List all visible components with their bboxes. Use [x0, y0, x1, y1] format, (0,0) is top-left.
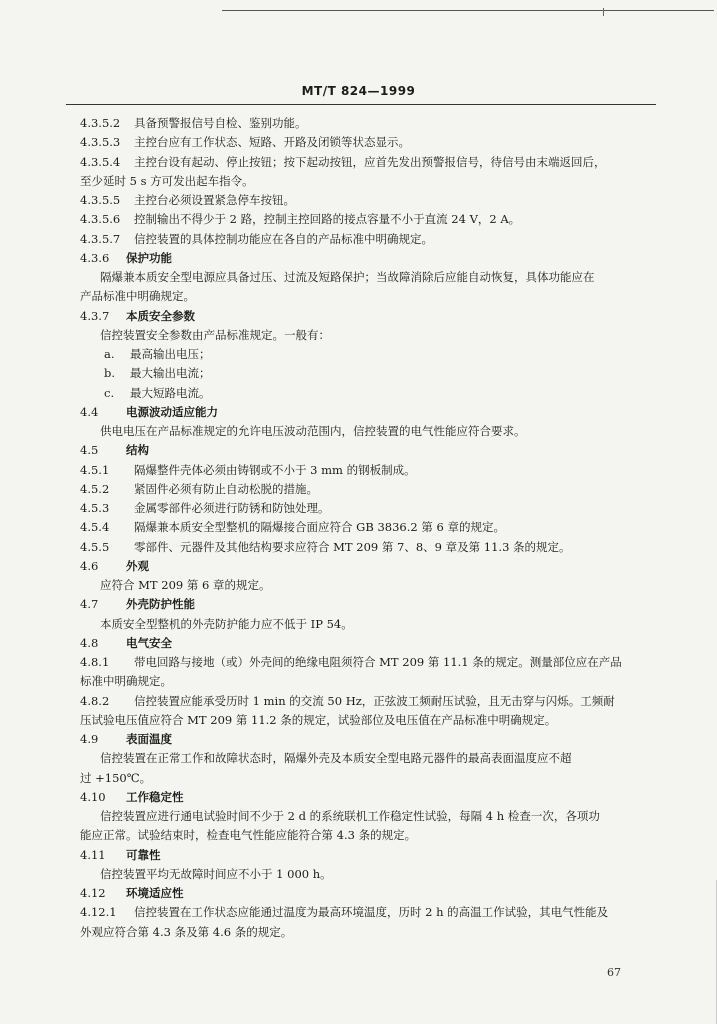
- section-title: 环境适应性: [126, 886, 184, 900]
- text-line: [80, 788, 652, 807]
- page-number: 67: [607, 966, 621, 979]
- line-text: 本质安全型整机的外壳防护能力应不低于 IP 54。: [100, 616, 353, 631]
- section-title: 结构: [126, 443, 149, 458]
- text-line: [80, 345, 652, 364]
- clause-number: 4.10: [80, 789, 106, 804]
- line-text: 主控台应有工作状态、短路、开路及闭锁等状态显示。: [134, 135, 410, 150]
- text-line: [80, 403, 652, 422]
- document-body: [80, 114, 652, 942]
- line-text: 标准中明确规定。: [80, 674, 172, 689]
- list-label: c.: [104, 385, 115, 400]
- clause-number: 4.3.6: [80, 250, 110, 265]
- line-text: 产品标准中明确规定。: [80, 289, 195, 304]
- list-label: a.: [104, 347, 115, 361]
- text-line: [80, 326, 652, 345]
- line-text: 过 +150℃。: [80, 770, 152, 785]
- text-line: [80, 153, 652, 172]
- text-line: [80, 422, 652, 441]
- text-line: [80, 287, 652, 306]
- clause-number: 4.12: [80, 886, 106, 900]
- text-line: [80, 133, 652, 152]
- section-title: 外观: [126, 558, 149, 573]
- clause-number: 4.12.1: [80, 905, 117, 920]
- scan-fold-mark: [603, 8, 604, 16]
- text-line: [80, 268, 652, 287]
- line-text: 最大输出电流；: [130, 366, 211, 381]
- line-text: 带电回路与接地（或）外壳间的绝缘电阻须符合 MT 209 第 11.1 条的规定。测量部位应在产品: [134, 655, 622, 669]
- line-text: 控制输出不得少于 2 路，控制主控回路的接点容量不小于直流 24 V，2 A。: [134, 212, 521, 227]
- text-line: [80, 595, 652, 614]
- line-text: 隔爆兼本质安全型电源应具备过压、过流及短路保护；当故障消除后应能自动恢复，具体功能应在: [100, 270, 595, 284]
- line-text: 信控装置应进行通电试验时间不少于 2 d 的系统联机工作稳定性试验，每隔 4 h 检查一次，各项功: [100, 809, 600, 823]
- text-line: [80, 672, 652, 691]
- clause-number: 4.7: [80, 597, 99, 612]
- text-line: [80, 923, 652, 942]
- line-text: 信控装置在工作状态应能通过温度为最高环境温度，历时 2 h 的高温工作试验，其电气性能及: [134, 905, 609, 920]
- text-line: [80, 441, 652, 460]
- text-line: [80, 865, 652, 884]
- clause-number: 4.8.2: [80, 693, 110, 708]
- text-line: [80, 903, 652, 922]
- text-line: [80, 210, 652, 229]
- clause-number: 4.3.5.2: [80, 116, 121, 130]
- text-line: [80, 769, 652, 788]
- clause-number: 4.3.5.4: [80, 154, 121, 169]
- line-text: 应符合 MT 209 第 6 章的规定。: [100, 578, 271, 592]
- text-line: [80, 884, 652, 903]
- line-text: 隔爆整件壳体必须由铸钢或不小于 3 mm 的钢板制成。: [134, 462, 416, 477]
- text-line: [80, 307, 652, 326]
- clause-number: 4.3.5.6: [80, 212, 121, 227]
- line-text: 隔爆兼本质安全型整机的隔爆接合面应符合 GB 3836.2 第 6 章的规定。: [134, 520, 505, 535]
- text-line: [80, 807, 652, 826]
- section-title: 电气安全: [126, 635, 172, 650]
- clause-number: 4.6: [80, 558, 99, 573]
- text-line: [80, 846, 652, 865]
- line-text: 外观应符合第 4.3 条及第 4.6 条的规定。: [80, 924, 293, 939]
- text-line: [80, 634, 652, 653]
- text-line: [80, 615, 652, 634]
- text-line: [80, 461, 652, 480]
- clause-number: 4.8: [80, 635, 99, 650]
- line-text: 信控装置安全参数由产品标准规定。一般有：: [100, 327, 330, 342]
- text-line: [80, 557, 652, 576]
- line-text: 主控台设有起动、停止按钮；按下起动按钮，应首先发出预警报信号，待信号由末端返回后，: [134, 154, 606, 169]
- clause-number: 4.5.3: [80, 501, 110, 515]
- section-title: 电源波动适应能力: [126, 404, 218, 419]
- clause-number: 4.3.5.5: [80, 193, 121, 207]
- line-text: 最高输出电压；: [130, 347, 211, 361]
- text-line: [80, 364, 652, 383]
- text-line: [80, 480, 652, 499]
- text-line: [80, 230, 652, 249]
- clause-number: 4.4: [80, 404, 99, 419]
- line-text: 能应正常。试验结束时，检查电气性能应能符合第 4.3 条的规定。: [80, 828, 417, 843]
- clause-number: 4.11: [80, 847, 106, 862]
- line-text: 信控装置的具体控制功能应在各自的产品标准中明确规定。: [134, 231, 433, 246]
- page-header-doc-code: MT/T 824—1999: [301, 84, 416, 98]
- text-line: [80, 518, 652, 537]
- section-title: 表面温度: [126, 732, 172, 746]
- section-title: 工作稳定性: [126, 789, 184, 804]
- clause-number: 4.5.1: [80, 462, 110, 477]
- text-line: [80, 576, 652, 595]
- section-title: 可靠性: [126, 847, 161, 862]
- clause-number: 4.3.5.7: [80, 231, 121, 246]
- section-title: 保护功能: [126, 250, 172, 265]
- line-text: 压试验电压值应符合 MT 209 第 11.2 条的规定，试验部位及电压值在产品标准中明确规定。: [80, 712, 557, 727]
- text-line: [80, 653, 652, 672]
- text-line: [80, 749, 652, 768]
- text-line: [80, 172, 652, 191]
- text-line: [80, 826, 652, 845]
- scan-top-edge-line: [222, 10, 714, 11]
- line-text: 供电电压在产品标准规定的允许电压波动范围内，信控装置的电气性能应符合要求。: [100, 424, 526, 438]
- section-title: 本质安全参数: [126, 308, 195, 323]
- text-line: [80, 730, 652, 749]
- text-line: [80, 191, 652, 210]
- text-line: [80, 384, 652, 403]
- clause-number: 4.3.5.3: [80, 135, 121, 150]
- clause-number: 4.5: [80, 443, 99, 458]
- text-line: [80, 711, 652, 730]
- line-text: 金属零部件必须进行防锈和防蚀处理。: [134, 501, 330, 515]
- clause-number: 4.5.4: [80, 520, 110, 535]
- line-text: 具备预警报信号自检、鉴别功能。: [134, 116, 307, 130]
- text-line: [80, 538, 652, 557]
- line-text: 零部件、元器件及其他结构要求应符合 MT 209 第 7、8、9 章及第 11.3 条的规定。: [134, 539, 571, 554]
- text-line: [80, 114, 652, 133]
- list-label: b.: [104, 366, 116, 381]
- line-text: 信控装置平均无故障时间应不小于 1 000 h。: [100, 866, 332, 881]
- clause-number: 4.3.7: [80, 308, 110, 323]
- line-text: 紧固件必须有防止自动松脱的措施。: [134, 481, 318, 496]
- line-text: 最大短路电流。: [130, 385, 211, 400]
- text-line: [80, 499, 652, 518]
- text-line: [80, 692, 652, 711]
- line-text: 至少延时 5 s 方可发出起车指令。: [80, 173, 254, 188]
- clause-number: 4.9: [80, 732, 99, 746]
- line-text: 主控台必须设置紧急停车按钮。: [134, 193, 295, 207]
- clause-number: 4.8.1: [80, 655, 110, 669]
- header-rule: [66, 104, 656, 105]
- clause-number: 4.5.5: [80, 539, 110, 554]
- line-text: 信控装置在正常工作和故障状态时，隔爆外壳及本质安全型电路元器件的最高表面温度应不超: [100, 751, 572, 766]
- text-line: [80, 249, 652, 268]
- line-text: 信控装置应能承受历时 1 min 的交流 50 Hz，正弦波工频耐压试验，且无击穿与闪烁。工频耐: [134, 693, 615, 708]
- clause-number: 4.5.2: [80, 481, 110, 496]
- section-title: 外壳防护性能: [126, 597, 195, 612]
